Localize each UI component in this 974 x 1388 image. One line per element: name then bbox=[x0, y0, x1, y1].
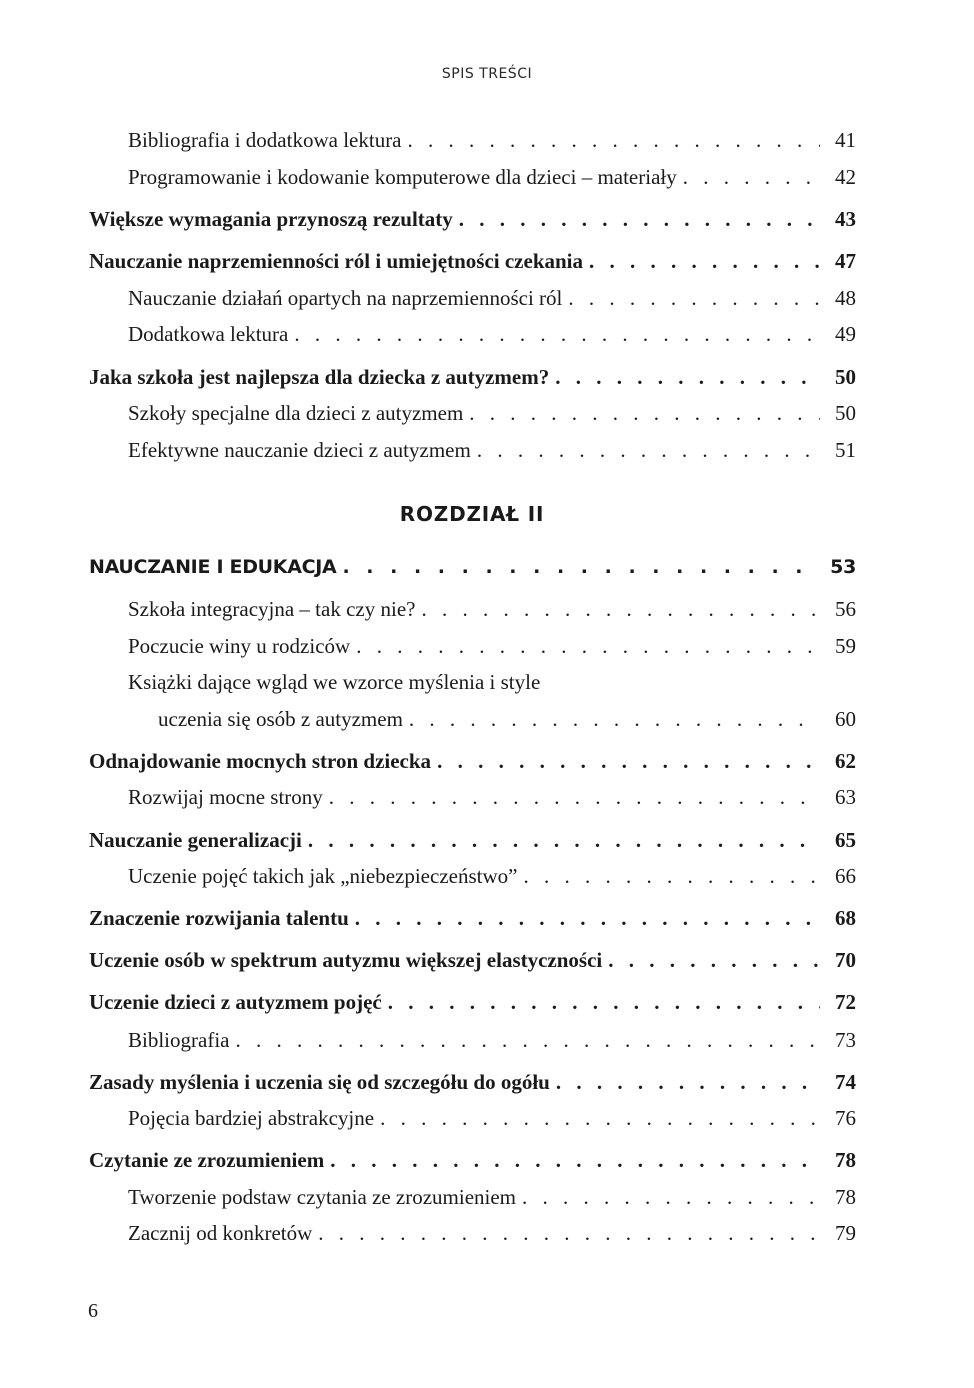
toc-entry-title: Bibliografia i dodatkowa lektura bbox=[128, 128, 402, 152]
toc-entry-page: 59 bbox=[835, 634, 856, 658]
toc-section-title: Większe wymagania przynoszą rezultaty bbox=[89, 207, 453, 231]
toc-section[interactable] bbox=[89, 205, 856, 233]
toc-section[interactable] bbox=[89, 1146, 856, 1174]
toc-entry-title: Zacznij od konkretów bbox=[128, 1221, 313, 1245]
toc-entry-title: Nauczanie działań opartych na naprzemienności ról bbox=[128, 286, 563, 310]
toc-entry-title: Uczenie pojęć takich jak „niebezpieczeństwo” bbox=[128, 864, 518, 888]
dot-leader bbox=[294, 320, 820, 348]
toc-entry-page: 48 bbox=[835, 286, 856, 310]
dot-leader bbox=[388, 988, 820, 1016]
toc-entry-page: 50 bbox=[835, 401, 856, 425]
dot-leader bbox=[568, 284, 820, 312]
toc-entry-page: 79 bbox=[835, 1221, 856, 1245]
toc-entry[interactable] bbox=[128, 1219, 856, 1247]
dot-leader bbox=[683, 163, 820, 191]
toc-section[interactable] bbox=[89, 946, 856, 974]
toc-section-title: Nauczanie generalizacji bbox=[89, 828, 302, 852]
toc-section-page: 47 bbox=[835, 249, 856, 273]
dot-leader bbox=[437, 747, 820, 775]
toc-entry[interactable] bbox=[128, 1183, 856, 1211]
toc-entry[interactable] bbox=[128, 399, 856, 427]
dot-leader bbox=[308, 826, 820, 854]
toc-section[interactable] bbox=[89, 1068, 856, 1096]
dot-leader bbox=[608, 946, 820, 974]
toc-section-title: Odnajdowanie mocnych stron dziecka bbox=[89, 749, 432, 773]
toc-entry-title: Programowanie i kodowanie komputerowe dla dzieci – materiały bbox=[128, 165, 677, 189]
toc-entry-page: 49 bbox=[835, 322, 856, 346]
toc-section-page: 74 bbox=[835, 1070, 856, 1094]
dot-leader bbox=[380, 1104, 820, 1132]
toc-section-page: 43 bbox=[835, 207, 856, 231]
toc-entry-page: 73 bbox=[835, 1028, 856, 1052]
chapter-heading: ROZDZIAŁ II bbox=[399, 502, 545, 526]
toc-section-page: 65 bbox=[835, 828, 856, 852]
toc-entry[interactable] bbox=[128, 126, 856, 154]
toc-entry-title: Rozwijaj mocne strony bbox=[128, 785, 323, 809]
toc-entry-title: Poczucie winy u rodziców bbox=[128, 634, 351, 658]
dot-leader bbox=[408, 126, 820, 154]
dot-leader bbox=[235, 1026, 820, 1054]
toc-section-page: 50 bbox=[835, 365, 856, 389]
toc-section-title: Zasady myślenia i uczenia się od szczegółu do ogółu bbox=[89, 1070, 550, 1094]
toc-section-title: Jaka szkoła jest najlepsza dla dziecka z autyzmem? bbox=[89, 365, 550, 389]
toc-entry-title: Efektywne nauczanie dzieci z autyzmem bbox=[128, 438, 471, 462]
dot-leader bbox=[329, 783, 820, 811]
toc-entry-title: Pojęcia bardziej abstrakcyjne bbox=[128, 1106, 375, 1130]
toc-chapter-title-text: NAUCZANIE I EDUKACJA bbox=[89, 556, 337, 578]
toc-entry[interactable] bbox=[128, 284, 856, 312]
toc-section[interactable] bbox=[89, 747, 856, 775]
toc-entry-title-first-line[interactable]: Książki dające wgląd we wzorce myślenia i style bbox=[128, 670, 541, 694]
toc-entry-title: Szkoły specjalne dla dzieci z autyzmem bbox=[128, 401, 464, 425]
toc-entry-page: 76 bbox=[835, 1106, 856, 1130]
toc-section-title: Znaczenie rozwijania talentu bbox=[89, 906, 349, 930]
toc-entry-title: Szkoła integracyjna – tak czy nie? bbox=[128, 597, 416, 621]
toc-section[interactable] bbox=[89, 988, 856, 1016]
toc-section-page: 72 bbox=[835, 990, 856, 1014]
dot-leader bbox=[421, 595, 820, 623]
toc-entry[interactable] bbox=[158, 705, 856, 733]
toc-entry-title-continued: uczenia się osób z autyzmem bbox=[158, 707, 403, 731]
toc-section[interactable] bbox=[89, 826, 856, 854]
dot-leader bbox=[342, 553, 820, 581]
dot-leader bbox=[556, 1068, 820, 1096]
page-number: 6 bbox=[88, 1300, 98, 1322]
toc-entry-title: Dodatkowa lektura bbox=[128, 322, 289, 346]
toc-section-page: 78 bbox=[835, 1148, 856, 1172]
toc-entry-title: Tworzenie podstaw czytania ze zrozumieniem bbox=[128, 1185, 517, 1209]
toc-entry-page: 56 bbox=[835, 597, 856, 621]
toc-entry[interactable] bbox=[128, 320, 856, 348]
toc-entry-title: Bibliografia bbox=[128, 1028, 230, 1052]
toc-section-title: Nauczanie naprzemienności ról i umiejętności czekania bbox=[89, 249, 584, 273]
toc-entry[interactable] bbox=[128, 1026, 856, 1054]
dot-leader bbox=[477, 436, 820, 464]
dot-leader bbox=[409, 705, 820, 733]
toc-entry[interactable] bbox=[128, 595, 856, 623]
toc-entry-page: 78 bbox=[835, 1185, 856, 1209]
running-head: SPIS TREŚCI bbox=[441, 66, 533, 82]
toc-entry[interactable] bbox=[128, 163, 856, 191]
dot-leader bbox=[459, 205, 820, 233]
toc-section-page: 70 bbox=[835, 948, 856, 972]
dot-leader bbox=[522, 1183, 820, 1211]
dot-leader bbox=[318, 1219, 820, 1247]
toc-section-title: Uczenie dzieci z autyzmem pojęć bbox=[89, 990, 382, 1014]
toc-section-title: Uczenie osób w spektrum autyzmu większej elastyczności bbox=[89, 948, 603, 972]
toc-section[interactable] bbox=[89, 247, 856, 275]
toc-entry-page: 42 bbox=[835, 165, 856, 189]
dot-leader bbox=[330, 1146, 820, 1174]
dot-leader bbox=[555, 363, 820, 391]
dot-leader bbox=[356, 632, 820, 660]
toc-entry[interactable] bbox=[128, 632, 856, 660]
toc-entry-page: 66 bbox=[835, 864, 856, 888]
dot-leader bbox=[523, 862, 820, 890]
toc-entry[interactable] bbox=[128, 436, 856, 464]
toc-section-title: Czytanie ze zrozumieniem bbox=[89, 1148, 325, 1172]
toc-entry[interactable] bbox=[128, 1104, 856, 1132]
toc-entry[interactable] bbox=[128, 783, 856, 811]
toc-entry-page: 60 bbox=[835, 707, 856, 731]
toc-section-page: 68 bbox=[835, 906, 856, 930]
dot-leader bbox=[355, 904, 820, 932]
toc-entry-page: 51 bbox=[835, 438, 856, 462]
toc-chapter-page: 53 bbox=[830, 556, 856, 578]
toc-chapter-title[interactable] bbox=[89, 553, 856, 581]
dot-leader bbox=[589, 247, 820, 275]
toc-section[interactable] bbox=[89, 363, 856, 391]
toc-section[interactable] bbox=[89, 904, 856, 932]
dot-leader bbox=[469, 399, 820, 427]
toc-entry-page: 41 bbox=[835, 128, 856, 152]
toc-entry[interactable] bbox=[128, 862, 856, 890]
toc-section-page: 62 bbox=[835, 749, 856, 773]
toc-entry-page: 63 bbox=[835, 785, 856, 809]
